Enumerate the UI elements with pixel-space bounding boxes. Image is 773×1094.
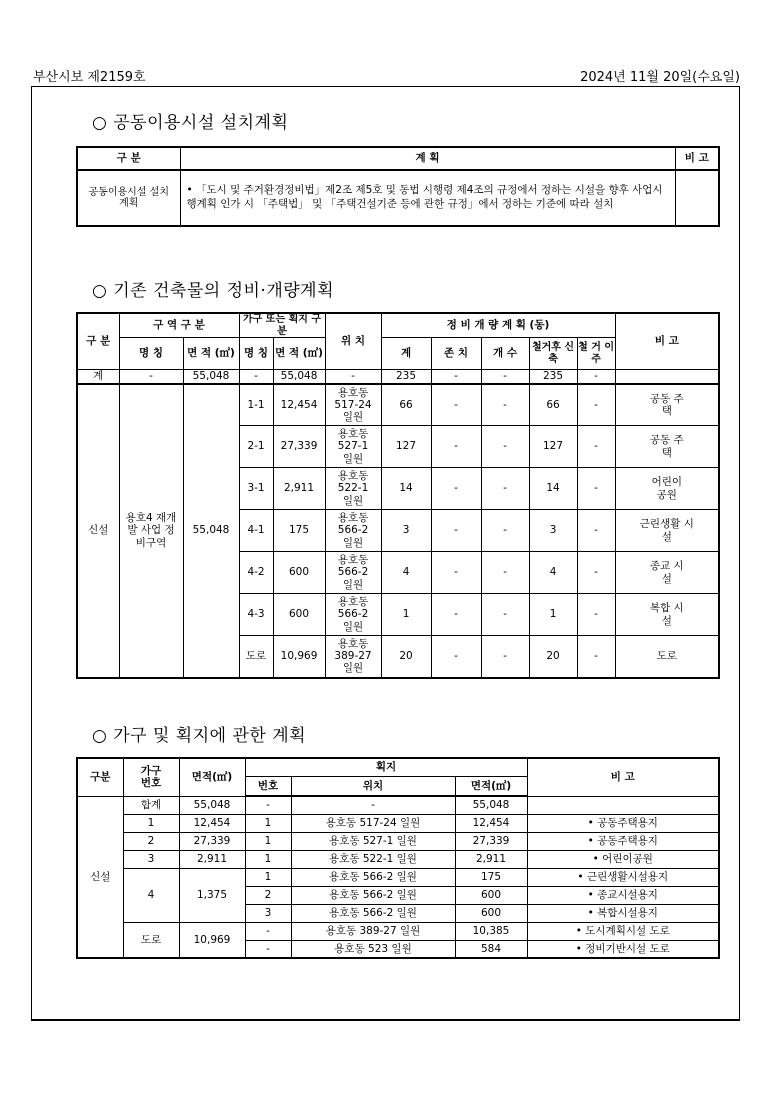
b-group-zone-name: 용호4 재개발 사업 정비구역 — [119, 384, 183, 678]
c-header-area: 면적(㎡) — [179, 758, 245, 796]
bulletin-issue: 부산시보 제2159호 — [33, 70, 146, 85]
b-lot-name: 3-1 — [239, 468, 273, 510]
c-lot-area: 2,911 — [455, 850, 527, 868]
section-title-facilities: ○ 공동이용시설 설치계획 — [92, 113, 289, 133]
buildings-table — [76, 312, 720, 679]
c-lot-no: - — [245, 940, 291, 958]
b-total: 127 — [381, 426, 431, 468]
table-row — [77, 384, 719, 426]
b-header-note: 비 고 — [615, 313, 719, 370]
b-total: 1 — [381, 594, 431, 636]
b-header-demolish: 철거후 신 축 — [529, 338, 577, 370]
b-lot-area: 175 — [273, 510, 325, 552]
b-repair: - — [481, 636, 529, 678]
b-total-total: 235 — [381, 370, 431, 384]
blocks-table — [76, 757, 720, 959]
c-lot-area: 10,385 — [455, 922, 527, 940]
b-demolish: 4 — [529, 552, 577, 594]
b-total-keep: - — [431, 370, 481, 384]
c-header-lot: 획지 — [245, 758, 527, 776]
b-lot-area: 2,911 — [273, 468, 325, 510]
b-header-zone-area: 면 적 (㎡) — [183, 338, 239, 370]
b-lot-name: 2-1 — [239, 426, 273, 468]
col-header-plan: 계 획 — [180, 147, 675, 170]
b-header-relocate: 철 거 이 주 — [577, 338, 615, 370]
c-note: • 공동주택용지 — [527, 814, 719, 832]
b-header-lot-area: 면 적 (㎡) — [273, 338, 325, 370]
c-lot-loc: 용호동 566-2 일원 — [291, 868, 455, 886]
c-header-lot-no: 번호 — [245, 776, 291, 796]
b-header-keep: 존 치 — [431, 338, 481, 370]
b-total-repair: - — [481, 370, 529, 384]
c-lot-no: 1 — [245, 814, 291, 832]
b-header-lot: 가구 또는 획지 구분 — [239, 313, 325, 338]
b-relocate: - — [577, 426, 615, 468]
table-row — [77, 850, 719, 868]
c-area: 27,339 — [179, 832, 245, 850]
c-lot-area: 12,454 — [455, 814, 527, 832]
b-keep: - — [431, 594, 481, 636]
b-note: 어린이 공원 — [615, 468, 719, 510]
table-row — [77, 922, 719, 940]
b-lot-area: 10,969 — [273, 636, 325, 678]
b-repair: - — [481, 510, 529, 552]
b-lot-name: 4-2 — [239, 552, 273, 594]
b-relocate: - — [577, 594, 615, 636]
c-lot-loc: - — [291, 796, 455, 814]
b-demolish: 1 — [529, 594, 577, 636]
b-group-category: 신설 — [77, 384, 119, 678]
b-keep: - — [431, 384, 481, 426]
c-block-no: 도로 — [123, 922, 179, 958]
c-lot-area: 55,048 — [455, 796, 527, 814]
b-total-lot-area: 55,048 — [273, 370, 325, 384]
c-lot-no: 1 — [245, 832, 291, 850]
c-note: • 공동주택용지 — [527, 832, 719, 850]
b-note: 공동 주택 — [615, 384, 719, 426]
c-total-row — [77, 796, 719, 814]
col-header-category: 구 분 — [77, 147, 180, 170]
table-row — [77, 868, 719, 886]
b-location: 용호동 527-1 일원 — [325, 426, 381, 468]
b-header-repair: 개 수 — [481, 338, 529, 370]
b-note: 복합 시설 — [615, 594, 719, 636]
b-note: 공동 주택 — [615, 426, 719, 468]
c-header-lot-area: 면적(㎡) — [455, 776, 527, 796]
b-total-zone-name: - — [119, 370, 183, 384]
b-lot-area: 12,454 — [273, 384, 325, 426]
b-note: 근린생활 시설 — [615, 510, 719, 552]
c-block-no: 4 — [123, 868, 179, 922]
c-lot-loc: 용호동 566-2 일원 — [291, 904, 455, 922]
b-repair: - — [481, 384, 529, 426]
c-block-no: 2 — [123, 832, 179, 850]
c-block-no: 3 — [123, 850, 179, 868]
b-keep: - — [431, 552, 481, 594]
c-lot-area: 584 — [455, 940, 527, 958]
b-note: 종교 시설 — [615, 552, 719, 594]
b-total-demolish: 235 — [529, 370, 577, 384]
c-area: 2,911 — [179, 850, 245, 868]
c-area: 55,048 — [179, 796, 245, 814]
section-title-buildings: ○ 기존 건축물의 정비·개량계획 — [92, 281, 335, 301]
b-lot-area: 27,339 — [273, 426, 325, 468]
b-location: 용호동 566-2 일원 — [325, 552, 381, 594]
b-keep: - — [431, 468, 481, 510]
b-total-lot-name: - — [239, 370, 273, 384]
b-relocate: - — [577, 468, 615, 510]
b-keep: - — [431, 636, 481, 678]
section-title-blocks: ○ 가구 및 획지에 관한 계획 — [92, 726, 307, 746]
b-location: 용호동 566-2 일원 — [325, 510, 381, 552]
c-area: 1,375 — [179, 868, 245, 922]
facilities-table — [76, 146, 720, 227]
c-lot-loc: 용호동 566-2 일원 — [291, 886, 455, 904]
b-relocate: - — [577, 510, 615, 552]
b-header-plan: 정 비 개 량 계 획 (동) — [381, 313, 615, 338]
facilities-note — [675, 170, 719, 226]
facilities-plan: • 「도시 및 주거환경정비법」제2조 제5호 및 동법 시행령 제4조의 규정에서 정하는 시설을 향후 사업시행계획 인가 시 「주택법」 및 「주택건설기준 등에 관한 규정」에서 정하는 기준에 따라 설치 — [180, 170, 675, 226]
c-lot-area: 600 — [455, 886, 527, 904]
b-total-category: 계 — [77, 370, 119, 384]
c-lot-loc: 용호동 389-27 일원 — [291, 922, 455, 940]
c-note — [527, 796, 719, 814]
facilities-category: 공동이용시설 설치계획 — [77, 170, 180, 226]
b-location: 용호동 389-27 일원 — [325, 636, 381, 678]
b-note: 도로 — [615, 636, 719, 678]
b-header-lot-name: 명 칭 — [239, 338, 273, 370]
c-note: • 종교시설용지 — [527, 886, 719, 904]
b-header-zone: 구 역 구 분 — [119, 313, 239, 338]
b-total-note — [615, 370, 719, 384]
c-lot-no: 1 — [245, 868, 291, 886]
b-keep: - — [431, 426, 481, 468]
b-lot-name: 도로 — [239, 636, 273, 678]
b-lot-name: 4-1 — [239, 510, 273, 552]
b-repair: - — [481, 468, 529, 510]
b-location: 용호동 522-1 일원 — [325, 468, 381, 510]
bulletin-date: 2024년 11월 20일(수요일) — [580, 70, 740, 85]
b-lot-name: 1-1 — [239, 384, 273, 426]
c-block-no: 합계 — [123, 796, 179, 814]
b-total: 14 — [381, 468, 431, 510]
b-group-zone-area: 55,048 — [183, 384, 239, 678]
b-repair: - — [481, 594, 529, 636]
c-lot-area: 600 — [455, 904, 527, 922]
c-lot-no: - — [245, 922, 291, 940]
b-relocate: - — [577, 636, 615, 678]
c-note: • 근린생활시설용지 — [527, 868, 719, 886]
b-demolish: 66 — [529, 384, 577, 426]
c-note: • 복합시설용지 — [527, 904, 719, 922]
b-relocate: - — [577, 384, 615, 426]
b-header-category: 구 분 — [77, 313, 119, 370]
c-lot-loc: 용호동 527-1 일원 — [291, 832, 455, 850]
c-area: 12,454 — [179, 814, 245, 832]
b-repair: - — [481, 426, 529, 468]
b-demolish: 3 — [529, 510, 577, 552]
b-lot-area: 600 — [273, 552, 325, 594]
b-total: 20 — [381, 636, 431, 678]
c-lot-loc: 용호동 523 일원 — [291, 940, 455, 958]
b-header-zone-name: 명 칭 — [119, 338, 183, 370]
b-demolish: 127 — [529, 426, 577, 468]
c-lot-no: 3 — [245, 904, 291, 922]
c-header-lot-loc: 위치 — [291, 776, 455, 796]
c-lot-loc: 용호동 522-1 일원 — [291, 850, 455, 868]
b-total-zone-area: 55,048 — [183, 370, 239, 384]
c-note: • 도시계획시설 도로 — [527, 922, 719, 940]
c-lot-area: 175 — [455, 868, 527, 886]
b-relocate: - — [577, 552, 615, 594]
b-total: 4 — [381, 552, 431, 594]
b-total-location: - — [325, 370, 381, 384]
b-keep: - — [431, 510, 481, 552]
c-area: 10,969 — [179, 922, 245, 958]
b-repair: - — [481, 552, 529, 594]
table-row — [77, 814, 719, 832]
b-lot-name: 4-3 — [239, 594, 273, 636]
c-lot-loc: 용호동 517-24 일원 — [291, 814, 455, 832]
table-row — [77, 832, 719, 850]
c-lot-no: 2 — [245, 886, 291, 904]
c-lot-area: 27,339 — [455, 832, 527, 850]
c-category: 신설 — [77, 796, 123, 958]
b-header-location: 위 치 — [325, 313, 381, 370]
b-header-total: 계 — [381, 338, 431, 370]
c-header-note: 비 고 — [527, 758, 719, 796]
b-demolish: 20 — [529, 636, 577, 678]
c-header-block-no: 가구 번호 — [123, 758, 179, 796]
c-note: • 정비기반시설 도로 — [527, 940, 719, 958]
b-demolish: 14 — [529, 468, 577, 510]
c-block-no: 1 — [123, 814, 179, 832]
b-total: 3 — [381, 510, 431, 552]
col-header-note: 비 고 — [675, 147, 719, 170]
c-lot-no: - — [245, 796, 291, 814]
b-lot-area: 600 — [273, 594, 325, 636]
c-note: • 어린이공원 — [527, 850, 719, 868]
b-location: 용호동 566-2 일원 — [325, 594, 381, 636]
b-total-relocate: - — [577, 370, 615, 384]
c-header-category: 구분 — [77, 758, 123, 796]
b-location: 용호동 517-24 일원 — [325, 384, 381, 426]
b-total: 66 — [381, 384, 431, 426]
c-lot-no: 1 — [245, 850, 291, 868]
b-total-row — [77, 370, 719, 384]
